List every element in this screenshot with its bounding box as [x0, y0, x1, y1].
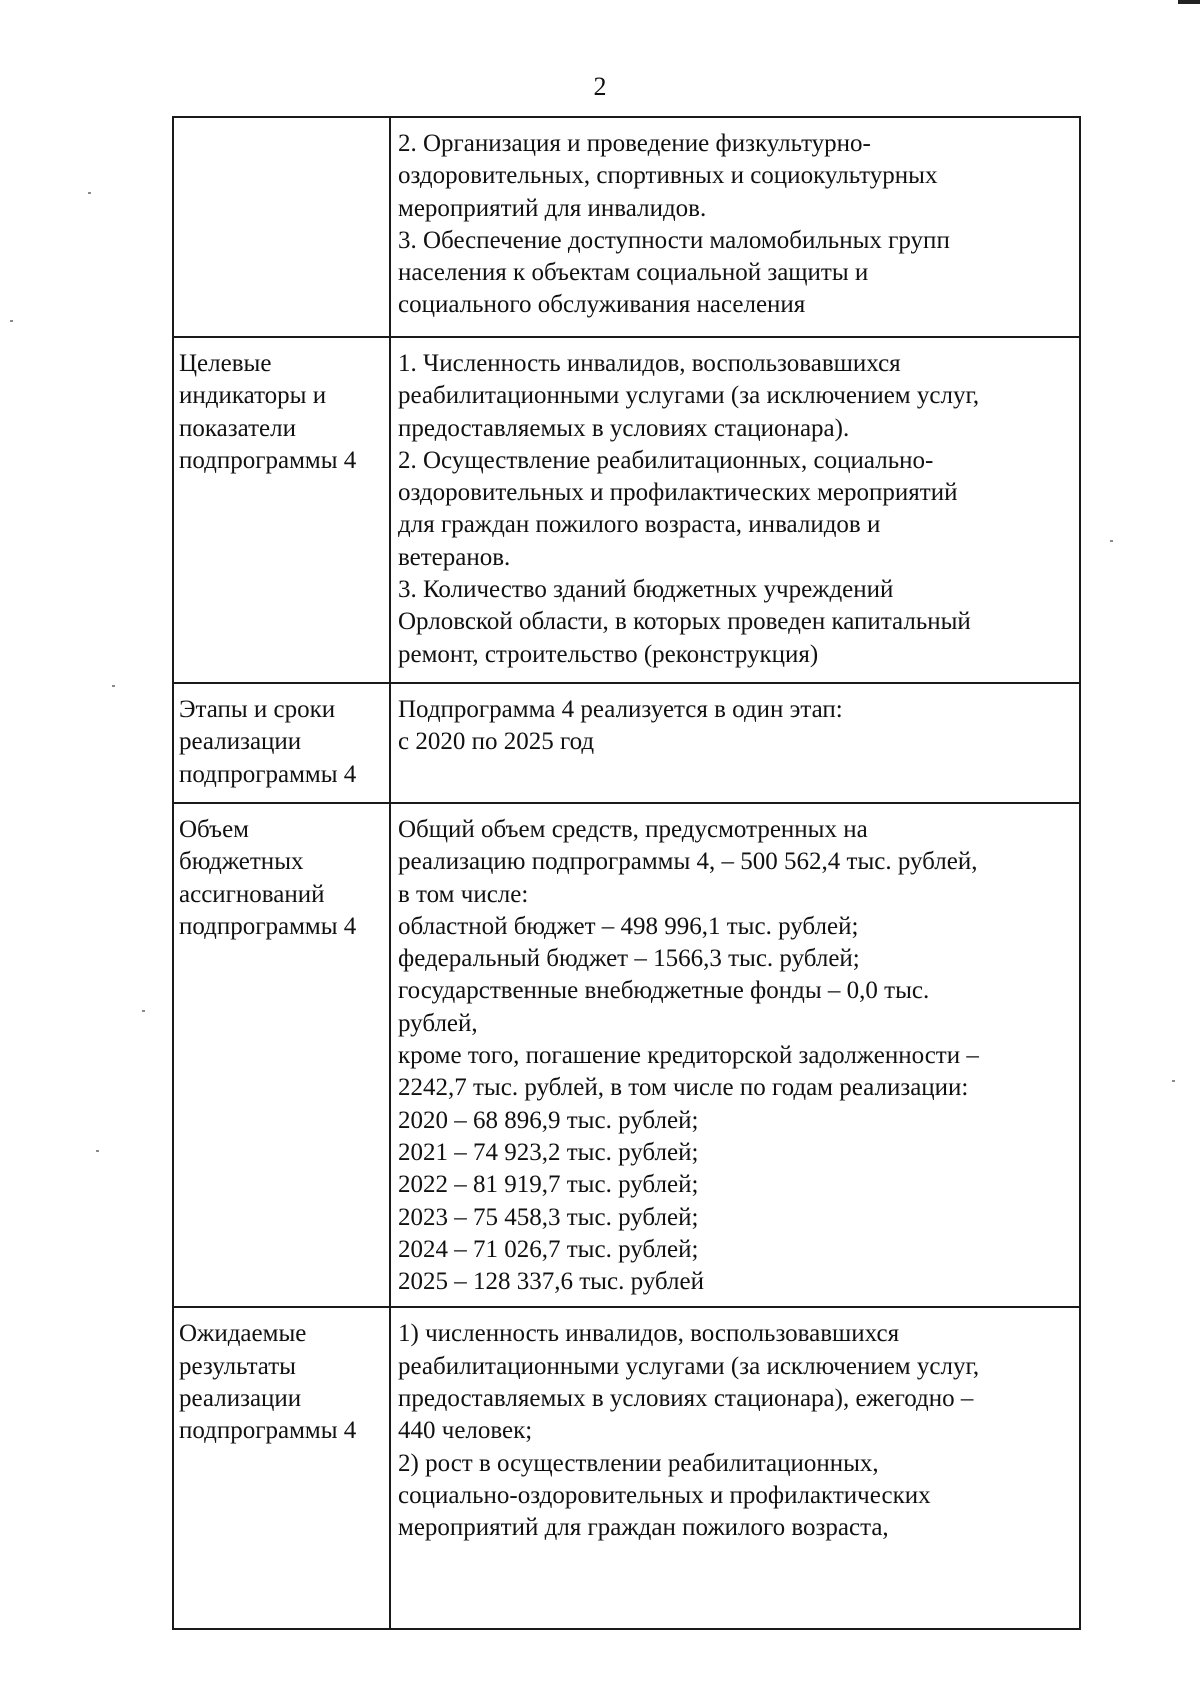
content-line: 3. Количество зданий бюджетных учреждений	[398, 576, 894, 604]
content-line: 2242,7 тыс. рублей, в том числе по годам реализации:	[398, 1074, 969, 1102]
content-line: Орловской области, в которых проведен капитальный	[398, 608, 971, 636]
content-line: социального обслуживания населения	[398, 291, 806, 319]
content-line: 2) рост в осуществлении реабилитационных,	[398, 1449, 879, 1477]
content-line: реабилитационными услугами (за исключением услуг,	[398, 382, 980, 410]
table-row	[173, 683, 1080, 803]
label-line: подпрограммы 4	[179, 912, 357, 940]
content-line: 2020 – 68 896,9 тыс. рублей;	[398, 1106, 699, 1134]
row-content-cell	[390, 1307, 1080, 1629]
content-line: 2025 – 128 337,6 тыс. рублей	[398, 1268, 704, 1296]
table-row	[173, 117, 1080, 337]
label-line: ассигнований	[179, 880, 325, 908]
label-line: результаты	[179, 1352, 296, 1380]
content-line: 2022 – 81 919,7 тыс. рублей;	[398, 1171, 699, 1199]
row-label-cell	[173, 1307, 390, 1629]
content-line: с 2020 по 2025 год	[398, 728, 595, 756]
content-line: кроме того, погашение кредиторской задолженности –	[398, 1042, 979, 1070]
row-content-cell	[390, 117, 1080, 337]
content-line: мероприятий для граждан пожилого возраста,	[398, 1514, 889, 1542]
label-line: бюджетных	[179, 848, 304, 876]
content-line: 2. Организация и проведение физкультурно-	[398, 130, 871, 157]
content-line: для граждан пожилого возраста, инвалидов и	[398, 511, 881, 539]
label-line: Объем	[179, 816, 249, 843]
scan-speck	[1110, 540, 1113, 542]
content-line: государственные внебюджетные фонды – 0,0 тыс.	[398, 977, 930, 1005]
label-line: реализации	[179, 1385, 302, 1413]
label-line: Ожидаемые	[179, 1320, 307, 1348]
scan-speck	[96, 1150, 99, 1152]
content-line: социально-оздоровительных и профилактических	[398, 1481, 931, 1509]
content-line: Подпрограмма 4 реализуется в один этап:	[398, 696, 843, 723]
content-line: 1) численность инвалидов, воспользовавшихся	[398, 1320, 900, 1348]
label-line: показатели	[179, 414, 296, 442]
content-line: ремонт, строительство (реконструкция)	[398, 640, 819, 668]
page-number: 2	[593, 72, 607, 101]
content-line: 440 человек;	[398, 1417, 533, 1445]
label-line: Этапы и сроки	[179, 696, 336, 723]
scan-speck	[10, 320, 13, 322]
content-line: 3. Обеспечение доступности маломобильных групп	[398, 226, 950, 254]
scan-speck	[1172, 1080, 1175, 1082]
scan-speck	[112, 685, 115, 687]
content-line: предоставляемых в условиях стационара).	[398, 414, 850, 442]
content-line: рублей,	[398, 1009, 478, 1037]
content-line: 2023 – 75 458,3 тыс. рублей;	[398, 1203, 699, 1231]
label-line: индикаторы и	[179, 382, 327, 410]
row-label-cell	[173, 117, 390, 337]
content-line: оздоровительных и профилактических мероприятий	[398, 479, 958, 507]
content-line: 2021 – 74 923,2 тыс. рублей;	[398, 1138, 699, 1166]
content-line: ветеранов.	[398, 543, 511, 571]
content-line: областной бюджет – 498 996,1 тыс. рублей;	[398, 912, 859, 940]
table-row	[173, 1307, 1080, 1629]
subprogram-passport-table	[172, 116, 1081, 1630]
content-line: Общий объем средств, предусмотренных на	[398, 816, 868, 843]
row-label-cell	[173, 337, 390, 683]
scan-speck	[88, 192, 91, 194]
content-line: 2024 – 71 026,7 тыс. рублей;	[398, 1235, 699, 1263]
label-line: Целевые	[179, 350, 272, 377]
table-row	[173, 337, 1080, 683]
row-label-cell	[173, 803, 390, 1307]
content-line: реализацию подпрограммы 4, – 500 562,4 тыс. рублей,	[398, 848, 978, 876]
label-line: подпрограммы 4	[179, 760, 357, 788]
content-line: 2. Осуществление реабилитационных, социально-	[398, 446, 934, 474]
row-content-cell	[390, 683, 1080, 803]
label-line: реализации	[179, 728, 302, 756]
content-line: реабилитационными услугами (за исключением услуг,	[398, 1352, 980, 1380]
content-line: населения к объектам социальной защиты и	[398, 259, 869, 287]
table-row	[173, 803, 1080, 1307]
content-line: предоставляемых в условиях стационара), ежегодно –	[398, 1385, 974, 1413]
scan-speck	[142, 1010, 145, 1012]
label-line: подпрограммы 4	[179, 446, 357, 474]
row-label-cell	[173, 683, 390, 803]
content-line: мероприятий для инвалидов.	[398, 194, 707, 222]
content-line: в том числе:	[398, 880, 529, 908]
content-line: федеральный бюджет – 1566,3 тыс. рублей;	[398, 945, 860, 973]
label-line: подпрограммы 4	[179, 1417, 357, 1445]
scan-edge-mark	[1178, 0, 1200, 4]
row-content-cell	[390, 337, 1080, 683]
row-content-cell	[390, 803, 1080, 1307]
content-line: 1. Численность инвалидов, воспользовавшихся	[398, 350, 901, 377]
content-line: оздоровительных, спортивных и социокультурных	[398, 162, 938, 190]
